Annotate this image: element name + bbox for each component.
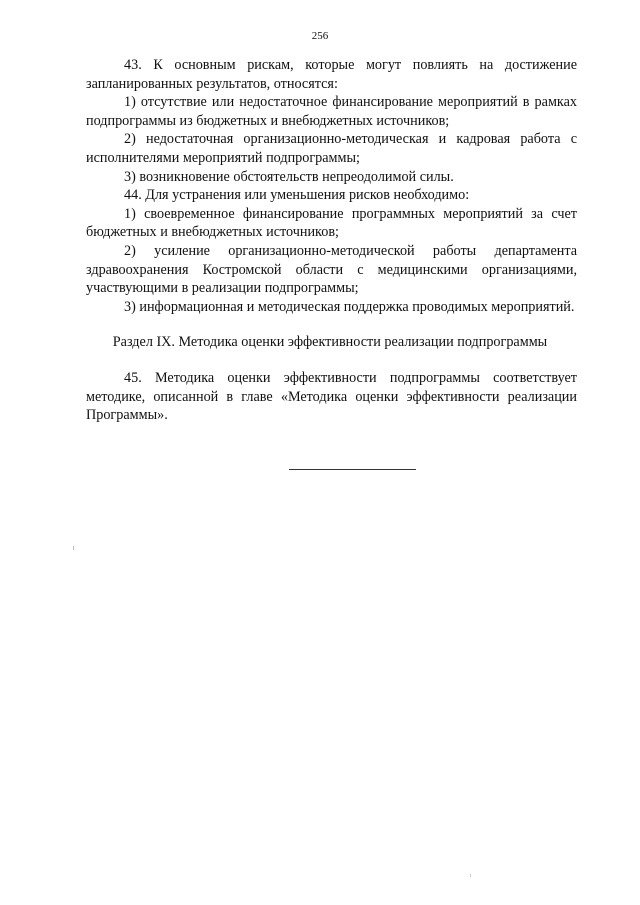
measure-item-1: 1) своевременное финансирование программных мероприятий за счет бюджетных и внебюджетных источников; [86, 205, 577, 241]
methodology-section-body [86, 369, 577, 425]
scan-speck [73, 546, 74, 550]
risk-item-1: 1) отсутствие или недостаточное финансирование мероприятий в рамках подпрограммы из бюджетных и внебюджетных источников; [86, 94, 577, 129]
risks-section-body [86, 56, 577, 316]
end-of-document-rule [289, 469, 416, 470]
scan-speck [470, 874, 471, 877]
risk-item-3: 3) возникновение обстоятельств непреодолимой силы. [124, 168, 454, 185]
section-heading: Раздел IX. Методика оценки эффективности реализации подпрограммы [112, 334, 548, 350]
measure-item-3: 3) информационная и методическая поддержка проводимых мероприятий. [124, 298, 575, 315]
risk-item-2: 2) недостаточная организационно-методическая и кадровая работа с исполнителями мероприятий подпрограммы; [86, 131, 577, 166]
paragraph-43: 43. К основным рискам, которые могут повлиять на достижение запланированных результатов, относятся: [86, 57, 577, 92]
paragraph-44: 44. Для устранения или уменьшения рисков необходимо: [124, 187, 470, 204]
paragraph-45: 45. Методика оценки эффективности подпрограммы соответствует методике, описанной в главе «Методика оценки эффективности реализации Программы». [86, 370, 577, 424]
measure-item-2: 2) усиление организационно-методической работы департамента здравоохранения Костромской области с медицинскими организациями, участвующими в реализации подпрограммы; [86, 242, 577, 297]
page-number: 256 [311, 30, 329, 42]
